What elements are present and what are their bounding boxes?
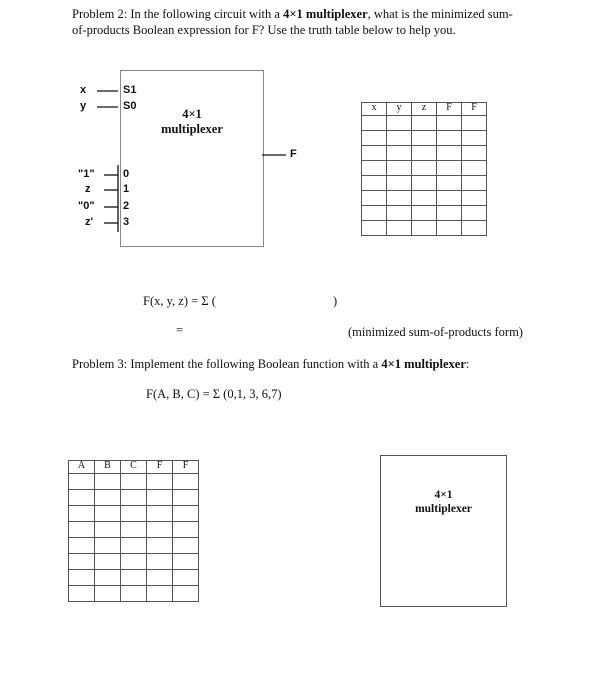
problem3-truth-table (68, 460, 199, 602)
table-row (69, 554, 199, 570)
select-pin-s1: S1 (123, 84, 137, 96)
select-pin-s0: S0 (123, 100, 137, 112)
problem2-text-a: Problem 2: In the following circuit with a (72, 7, 284, 21)
header-y: y (387, 103, 412, 116)
select-input-y: y (80, 100, 87, 112)
problem2-expression-lhs: F(x, y, z) = Σ ( (143, 294, 216, 308)
header-f1: F (437, 103, 462, 116)
data-pin-2: 2 (123, 200, 130, 212)
header-f2: F (462, 103, 487, 116)
table-row (69, 490, 199, 506)
header-a: A (69, 461, 95, 474)
table-row (69, 586, 199, 602)
table-row (69, 506, 199, 522)
table-header-row (69, 461, 199, 474)
data-pin-3: 3 (123, 216, 130, 228)
problem2-mux-title-line2: multiplexer (161, 122, 223, 136)
header-f2: F (173, 461, 199, 474)
table-header-row (362, 103, 487, 116)
select-input-x: x (80, 84, 87, 96)
table-row (362, 116, 487, 131)
header-z: z (412, 103, 437, 116)
data-input-1: z (85, 183, 91, 195)
data-input-2: "0" (78, 200, 95, 212)
table-row (362, 146, 487, 161)
table-row (69, 474, 199, 490)
data-input-0: "1" (78, 168, 95, 180)
table-row (362, 131, 487, 146)
problem2-text-line2: of-products Boolean expression for F? Use the truth table below to help you. (72, 23, 456, 37)
data-input-3: z' (85, 216, 94, 228)
table-row (69, 570, 199, 586)
header-c: C (121, 461, 147, 474)
problem3-mux-title-line1: 4×1 (434, 489, 453, 501)
table-row (69, 522, 199, 538)
problem3-statement (72, 356, 592, 372)
problem2-expression-note: (minimized sum-of-products form) (348, 325, 523, 339)
data-pin-1: 1 (123, 183, 130, 195)
mux-output-f: F (290, 148, 297, 160)
table-row (362, 161, 487, 176)
problem3-mux-title (381, 488, 506, 516)
header-f1: F (147, 461, 173, 474)
data-pin-0: 0 (123, 168, 130, 180)
table-row (362, 176, 487, 191)
problem2-expression-equals: = (176, 323, 184, 337)
problem2-mux-title-line1: 4×1 (182, 107, 202, 121)
problem3-function: F(A, B, C) = Σ (0,1, 3, 6,7) (146, 387, 282, 401)
problem3-text-a: Problem 3: Implement the following Boolean function with a (72, 357, 382, 371)
header-b: B (95, 461, 121, 474)
problem2-expression-close: ) (333, 294, 338, 308)
problem3-mux-box[interactable] (380, 455, 507, 607)
problem2-text-b: , what is the minimized sum- (367, 7, 513, 21)
table-row (362, 206, 487, 221)
problem3-text-bold: 4×1 multiplexer (381, 357, 466, 371)
problem2-truth-table (361, 102, 487, 236)
table-row (362, 191, 487, 206)
table-row (362, 221, 487, 236)
table-row (69, 538, 199, 554)
header-x: x (362, 103, 387, 116)
problem2-text-bold: 4×1 multiplexer (283, 7, 368, 21)
problem3-text-b: : (465, 357, 470, 371)
problem3-mux-title-line2: multiplexer (415, 503, 472, 515)
